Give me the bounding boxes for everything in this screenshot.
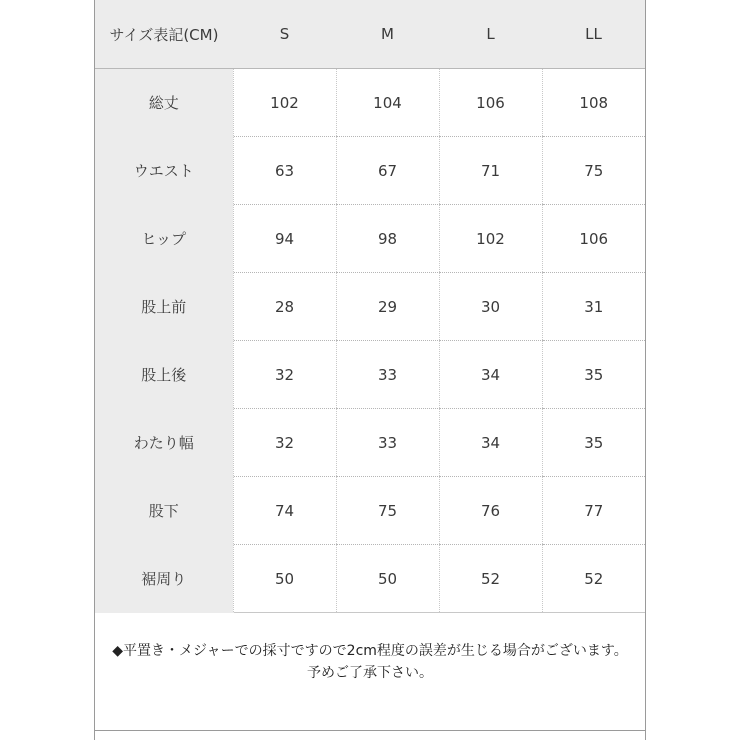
size-table — [95, 0, 645, 613]
table-cell: 29 — [336, 273, 439, 341]
row-label: 股下 — [95, 477, 233, 545]
table-cell: 108 — [542, 69, 645, 137]
table-cell: 102 — [233, 69, 336, 137]
table-cell: 75 — [542, 137, 645, 205]
table-cell: 76 — [439, 477, 542, 545]
table-cell: 34 — [439, 341, 542, 409]
table-cell: 52 — [542, 545, 645, 613]
row-label: 股上前 — [95, 273, 233, 341]
row-label: 裾周り — [95, 545, 233, 613]
table-cell: 63 — [233, 137, 336, 205]
note-line-2: 予めご了承下さい。 — [307, 665, 433, 681]
table-cell: 98 — [336, 205, 439, 273]
table-cell: 52 — [439, 545, 542, 613]
row-label: ヒップ — [95, 205, 233, 273]
table-cell: 75 — [336, 477, 439, 545]
table-cell: 77 — [542, 477, 645, 545]
table-row — [95, 409, 645, 477]
table-cell: 106 — [542, 205, 645, 273]
table-cell: 33 — [336, 341, 439, 409]
table-cell: 28 — [233, 273, 336, 341]
table-cell: 67 — [336, 137, 439, 205]
table-cell: 33 — [336, 409, 439, 477]
measurement-note — [95, 640, 645, 684]
table-cell: 104 — [336, 69, 439, 137]
table-cell: 50 — [233, 545, 336, 613]
table-cell: 71 — [439, 137, 542, 205]
table-cell: 50 — [336, 545, 439, 613]
size-header-ll: LL — [542, 0, 645, 69]
size-chart-sheet — [94, 0, 646, 740]
table-cell: 74 — [233, 477, 336, 545]
note-line-1: ◆平置き・メジャーでの採寸ですので2cm程度の誤差が生じる場合がございます。 — [112, 643, 628, 659]
row-label: 総丈 — [95, 69, 233, 137]
table-cell: 34 — [439, 409, 542, 477]
size-label-header: サイズ表記(CM) — [95, 0, 233, 69]
table-row — [95, 273, 645, 341]
table-row — [95, 477, 645, 545]
table-row — [95, 205, 645, 273]
size-table-header-row — [95, 0, 645, 69]
table-cell: 35 — [542, 409, 645, 477]
table-row — [95, 69, 645, 137]
size-header-s: S — [233, 0, 336, 69]
table-cell: 31 — [542, 273, 645, 341]
table-row — [95, 137, 645, 205]
table-cell: 32 — [233, 341, 336, 409]
size-header-m: M — [336, 0, 439, 69]
row-label: わたり幅 — [95, 409, 233, 477]
table-cell: 102 — [439, 205, 542, 273]
table-row — [95, 545, 645, 613]
table-cell: 30 — [439, 273, 542, 341]
table-row — [95, 341, 645, 409]
table-cell: 106 — [439, 69, 542, 137]
bottom-divider — [95, 730, 645, 731]
table-cell: 32 — [233, 409, 336, 477]
row-label: ウエスト — [95, 137, 233, 205]
size-header-l: L — [439, 0, 542, 69]
table-cell: 94 — [233, 205, 336, 273]
table-cell: 35 — [542, 341, 645, 409]
row-label: 股上後 — [95, 341, 233, 409]
